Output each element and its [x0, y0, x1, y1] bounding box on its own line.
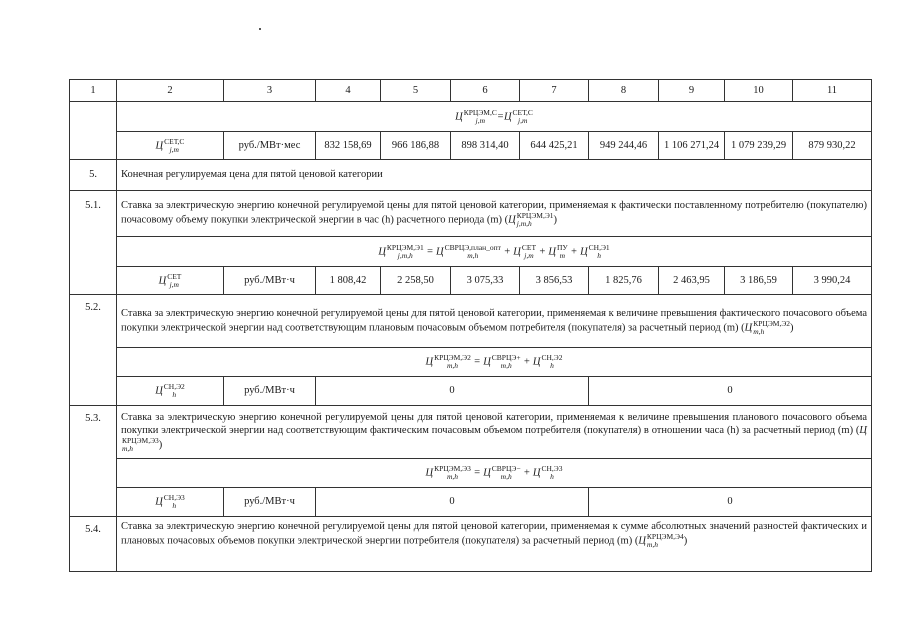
section-text: Ставка за электрическую энергию конечной регулируемой цены для пятой ценовой категории, применяемая к фактически поставленному потребителю (покупателю) почасовому объему покупки электрической энергии в час (h) расчетного периода (m) (Ц КРЦЭМ,Э1 j,m,h )	[117, 191, 872, 237]
symbol-cell: Ц СЕТ j,m	[117, 267, 224, 295]
section-number: 5.1.	[70, 191, 117, 295]
value-cell: 644 425,21	[520, 132, 589, 160]
header-cell: 4	[316, 80, 381, 102]
header-cell: 11	[793, 80, 872, 102]
value-cell: 966 186,88	[381, 132, 451, 160]
scan-speck	[259, 28, 261, 30]
header-row	[70, 80, 872, 102]
section-number: 5.2.	[70, 295, 117, 406]
section-row-5-3	[70, 406, 872, 459]
section-row-5-4	[70, 517, 872, 572]
value-cell: 0	[316, 488, 589, 517]
header-cell: 7	[520, 80, 589, 102]
value-cell: 3 186,59	[725, 267, 793, 295]
value-cell: 0	[589, 488, 872, 517]
header-cell: 6	[451, 80, 520, 102]
formula-relation: Ц КРЦЭМ,С j,m =Ц СЕТ,С j,m	[117, 102, 872, 132]
value-cell: 898 314,40	[451, 132, 520, 160]
formula-row-5-2	[70, 348, 872, 377]
section-number-empty	[70, 102, 117, 160]
tariff-table	[69, 79, 872, 572]
values-row-5-1	[70, 267, 872, 295]
value-cell: 2 258,50	[381, 267, 451, 295]
formula-row-5-1	[70, 237, 872, 267]
section-text: Ставка за электрическую энергию конечной регулируемой цены для пятой ценовой категории, применяемая к сумме абсолютных значений разностей фактических и плановых почасовых объемов покупки электрической энергии потребителя (покупателя) за расчетный период (m) (Ц КРЦЭМ,Э4 m,h )	[117, 517, 872, 572]
unit-cell: руб./МВт·ч	[224, 267, 316, 295]
header-cell: 2	[117, 80, 224, 102]
unit-cell: руб./МВт·мес	[224, 132, 316, 160]
symbol-cell: Ц СН,Э2 h	[117, 377, 224, 406]
section-text: Ставка за электрическую энергию конечной регулируемой цены для пятой ценовой категории, применяемая к величине превышения планового почасового объема покупки электрической энергии над соответствующим фактическим почасовым объемом потребителя (покупателя) в отношении часа (h) за расчетный период (m) (Ц КРЦЭМ,Э3 m,h )	[117, 406, 872, 459]
header-cell: 5	[381, 80, 451, 102]
section-number: 5.4.	[70, 517, 117, 572]
value-cell: 2 463,95	[659, 267, 725, 295]
formula-5-1: Ц КРЦЭМ,Э1 j,m,h = Ц СВРЦЭ,план_опт m,h + Ц СЕТ j,m + Ц ПУ m + Ц СН,Э1 h	[117, 237, 872, 267]
formula-row-relation	[70, 102, 872, 132]
values-row-set-c	[70, 132, 872, 160]
header-cell: 3	[224, 80, 316, 102]
header-cell: 8	[589, 80, 659, 102]
section-number: 5.	[70, 160, 117, 191]
formula-row-5-3	[70, 459, 872, 488]
formula-5-2: Ц КРЦЭМ,Э2 m,h = Ц СВРЦЭ+ m,h + Ц СН,Э2 h	[117, 348, 872, 377]
value-cell: 879 930,22	[793, 132, 872, 160]
section-row-5	[70, 160, 872, 191]
value-cell: 949 244,46	[589, 132, 659, 160]
header-cell: 10	[725, 80, 793, 102]
value-cell: 0	[589, 377, 872, 406]
value-cell: 1 825,76	[589, 267, 659, 295]
value-cell: 3 990,24	[793, 267, 872, 295]
values-row-5-3	[70, 488, 872, 517]
unit-cell: руб./МВт·ч	[224, 488, 316, 517]
section-text: Конечная регулируемая цена для пятой ценовой категории	[117, 160, 872, 191]
symbol-cell: Ц СН,Э3 h	[117, 488, 224, 517]
value-cell: 3 075,33	[451, 267, 520, 295]
value-cell: 0	[316, 377, 589, 406]
formula-5-3: Ц КРЦЭМ,Э3 m,h = Ц СВРЦЭ− m,h + Ц СН,Э3 h	[117, 459, 872, 488]
section-row-5-1	[70, 191, 872, 237]
header-cell: 1	[70, 80, 117, 102]
symbol-cell: Ц СЕТ,С j,m	[117, 132, 224, 160]
header-cell: 9	[659, 80, 725, 102]
value-cell: 1 106 271,24	[659, 132, 725, 160]
section-number: 5.3.	[70, 406, 117, 517]
value-cell: 832 158,69	[316, 132, 381, 160]
values-row-5-2	[70, 377, 872, 406]
value-cell: 3 856,53	[520, 267, 589, 295]
unit-cell: руб./МВт·ч	[224, 377, 316, 406]
section-text: Ставка за электрическую энергию конечной регулируемой цены для пятой ценовой категории, применяемая к величине превышения фактического почасового объема покупки электрической энергии над соответствующим плановым почасовым объемом потребителя (покупателя) за расчетный период (m) (Ц КРЦЭМ,Э2 m,h )	[117, 295, 872, 348]
value-cell: 1 808,42	[316, 267, 381, 295]
section-row-5-2	[70, 295, 872, 348]
value-cell: 1 079 239,29	[725, 132, 793, 160]
